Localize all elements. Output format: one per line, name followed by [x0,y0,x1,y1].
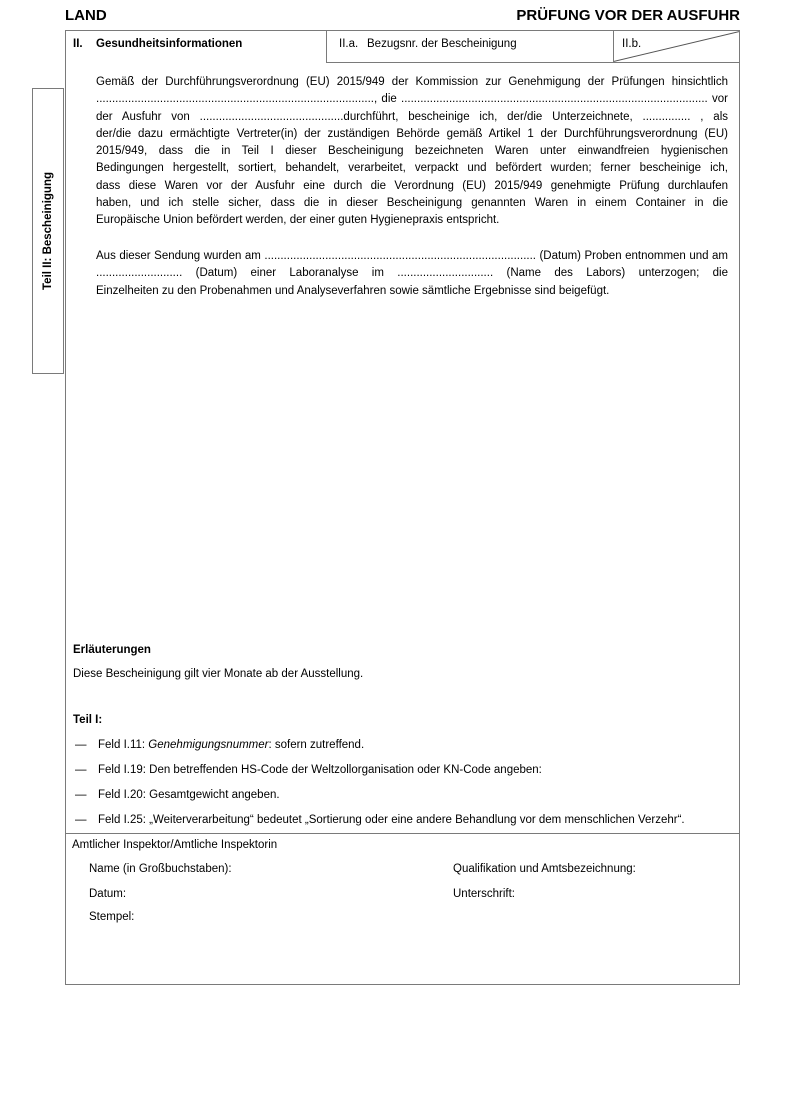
field-label: Bezugsnr. der Bescheinigung [367,38,517,50]
part1-heading: Teil I: [73,714,103,726]
paragraph-line: 2015/949, dass die in Teil I dieser Bescheinigung bezeichneten Waren unter einwandfreien hygienischen [96,145,728,158]
country-label: LAND [65,7,107,24]
document-title: PRÜFUNG VOR DER AUSFUHR [516,7,740,24]
paragraph-line: dass diese Waren vor der Ausfuhr eine durch die Verordnung (EU) 2015/949 genehmigte Prüfung durchlaufen [96,179,728,192]
name-label: Name (in Großbuchstaben): [89,863,232,875]
certification-paragraph-1 [96,74,728,230]
footer-divider-line [66,833,739,834]
paragraph-line: Gemäß der Durchführungsverordnung (EU) 2015/949 der Kommission zur Genehmigung der Prüfungen hinsichtlich [96,76,728,88]
item-text: Feld I.19: Den betreffenden HS-Code der Weltzollorganisation oder KN-Code angeben: [98,764,542,776]
signature-label: Unterschrift: [453,888,515,900]
date-label: Datum: [89,888,127,900]
item-text: Feld I.25: „Weiterverarbeitung“ bedeutet „Sortierung oder eine andere Behandlung vor dem menschlichen Verzehr“. [98,814,685,826]
certificate-form [65,30,740,985]
field-number: II.a. [339,38,359,50]
inspector-section-title: Amtlicher Inspektor/Amtliche Inspektorin [72,839,278,851]
dash-marker: — [75,814,87,826]
dash-marker: — [75,739,87,751]
dash-marker: — [75,764,87,776]
paragraph-line: haben, und ich stelle sicher, dass die in dieser Bescheinigung genannten Waren in einem Container in die [96,197,728,210]
paragraph-line: ........................... (Datum) einer Laboranalyse im .............................. (Name des Labors) unterzogen; die [96,267,728,280]
header-cell-health-information [66,31,326,63]
paragraph-line: Aus dieser Sendung wurden am ..................................................................................... (Datum) Proben entnommen und am [96,250,728,262]
certification-paragraph-2 [96,248,728,300]
dash-marker: — [75,789,87,801]
paragraph-line: Einzelheiten zu den Probenahmen und Analyseverfahren sowie sämtliche Ergebnisse sind beigefügt. [96,284,610,297]
notes-text: Diese Bescheinigung gilt vier Monate ab der Ausstellung. [73,668,364,680]
list-item [73,789,731,803]
field-number: II.b. [622,38,642,50]
paragraph-line: ......................................................................................., die ................................................................................................ vor [96,93,728,106]
stamp-label: Stempel: [89,911,135,923]
item-text-italic: Genehmigungsnummer [148,739,269,751]
item-text: : sofern zutreffend. [268,739,365,751]
paragraph-line: der/die dazu ermächtigte Vertreter(in) der zuständigen Behörde gemäß Artikel 1 der Durchführungsverordnung (EU) [96,127,728,140]
notes-heading: Erläuterungen [73,644,151,656]
list-item [73,814,731,828]
header-cell-certificate-reference [326,31,613,63]
paragraph-line: Bedingungen hergestellt, sortiert, behandelt, verarbeitet, verpackt und befördert wurden; ferner bescheinige ich, [96,162,728,175]
qualification-label: Qualifikation und Amtsbezeichnung: [453,863,636,875]
form-header-row [66,31,739,63]
list-item [73,739,731,753]
part1-item-list [73,739,731,839]
field-number: II. [73,38,83,50]
paragraph-line: Europäische Union befördert werden, der einer guten Hygienepraxis entspricht. [96,214,500,227]
list-item [73,764,731,778]
item-text: Feld I.20: Gesamtgewicht angeben. [98,789,280,801]
field-label: Gesundheitsinformationen [96,38,243,50]
item-text: Feld I.11: [98,739,149,751]
header-cell-iib [613,31,739,63]
part2-sidebar-label: Teil II: Bescheinigung [42,172,54,290]
part2-sidebar-box [32,88,64,374]
paragraph-line: der Ausfuhr von .............................................durchführt, bescheinige ich, der/die Unterzeichnete, ............... , als [96,110,728,123]
